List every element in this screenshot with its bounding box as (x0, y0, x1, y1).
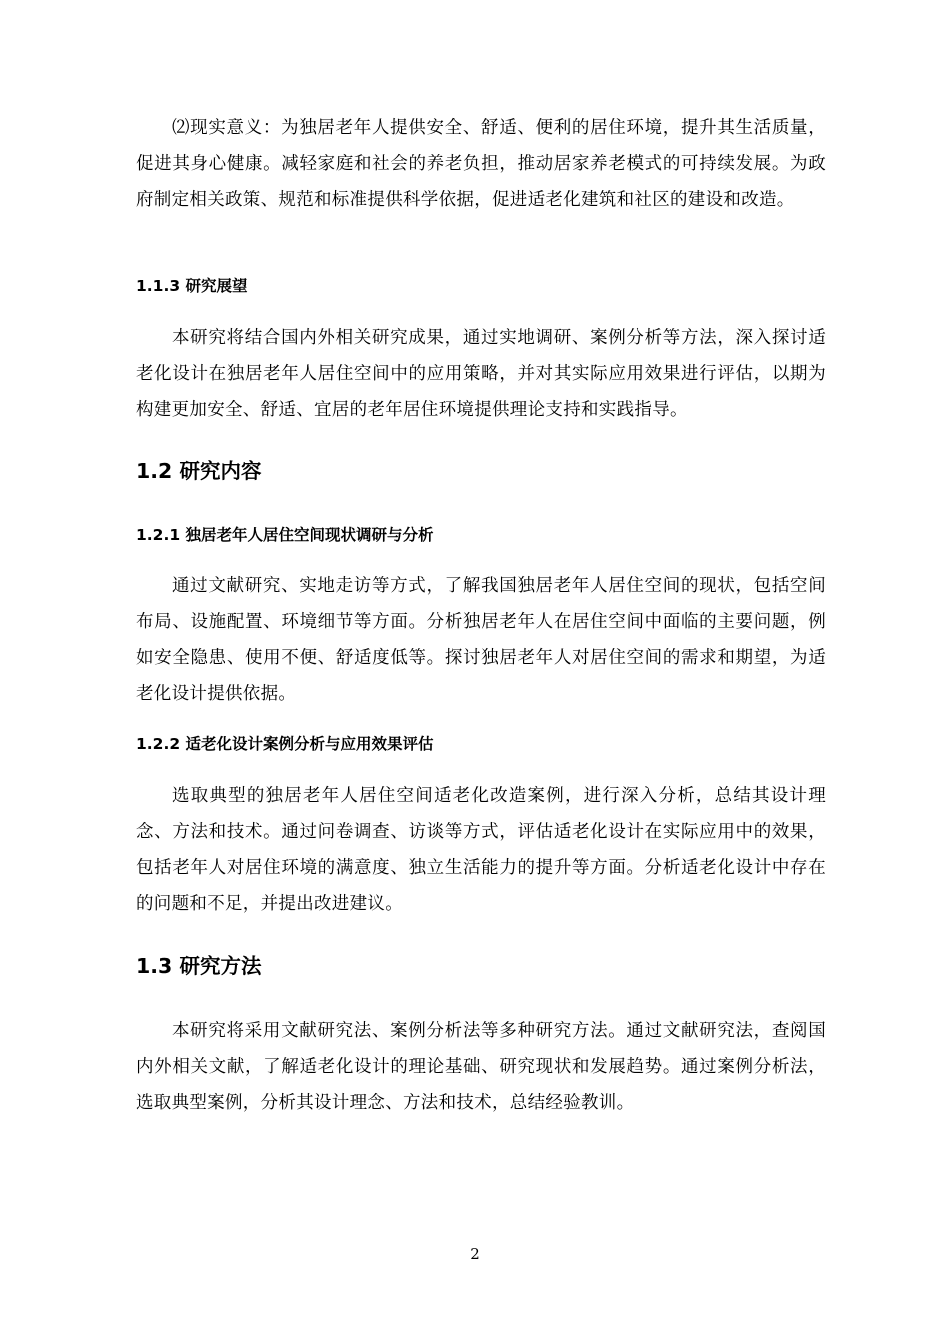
paragraph-research-outlook: 本研究将结合国内外相关研究成果，通过实地调研、案例分析等方法，深入探讨适老化设计在独居老年人居住空间中的应用策略，并对其实际应用效果进行评估，以期为构建更加安全、舒适、宜居的老年居住环境提供理论支持和实践指导。 (136, 328, 826, 420)
heading-1-2-1: 1.2.1 独居老年人居住空间现状调研与分析 (136, 526, 434, 544)
paragraph-research-methods: 本研究将采用文献研究法、案例分析法等多种研究方法。通过文献研究法，查阅国内外相关文献，了解适老化设计的理论基础、研究现状和发展趋势。通过案例分析法，选取典型案例，分析其设计理念、方法和技术，总结经验教训。 (136, 1021, 826, 1113)
paragraph-case-analysis: 选取典型的独居老年人居住空间适老化改造案例，进行深入分析，总结其设计理念、方法和技术。通过问卷调查、访谈等方式，评估适老化设计在实际应用中的效果，包括老年人对居住环境的满意度、独立生活能力的提升等方面。分析适老化设计中存在的问题和不足，并提出改进建议。 (136, 786, 826, 914)
heading-1-2: 1.2 研究内容 (136, 459, 262, 483)
heading-1-1-3: 1.1.3 研究展望 (136, 277, 248, 295)
paragraph-current-status: 通过文献研究、实地走访等方式，了解我国独居老年人居住空间的现状，包括空间布局、设施配置、环境细节等方面。分析独居老年人在居住空间中面临的主要问题，例如安全隐患、使用不便、舒适度低等。探讨独居老年人对居住空间的需求和期望，为适老化设计提供依据。 (136, 576, 826, 704)
heading-1-3: 1.3 研究方法 (136, 954, 262, 978)
page-number: 2 (470, 1245, 480, 1263)
heading-1-2-2: 1.2.2 适老化设计案例分析与应用效果评估 (136, 735, 434, 753)
paragraph-practical-significance: ⑵现实意义：为独居老年人提供安全、舒适、便利的居住环境，提升其生活质量，促进其身心健康。减轻家庭和社会的养老负担，推动居家养老模式的可持续发展。为政府制定相关政策、规范和标准提供科学依据，促进适老化建筑和社区的建设和改造。 (136, 118, 826, 210)
